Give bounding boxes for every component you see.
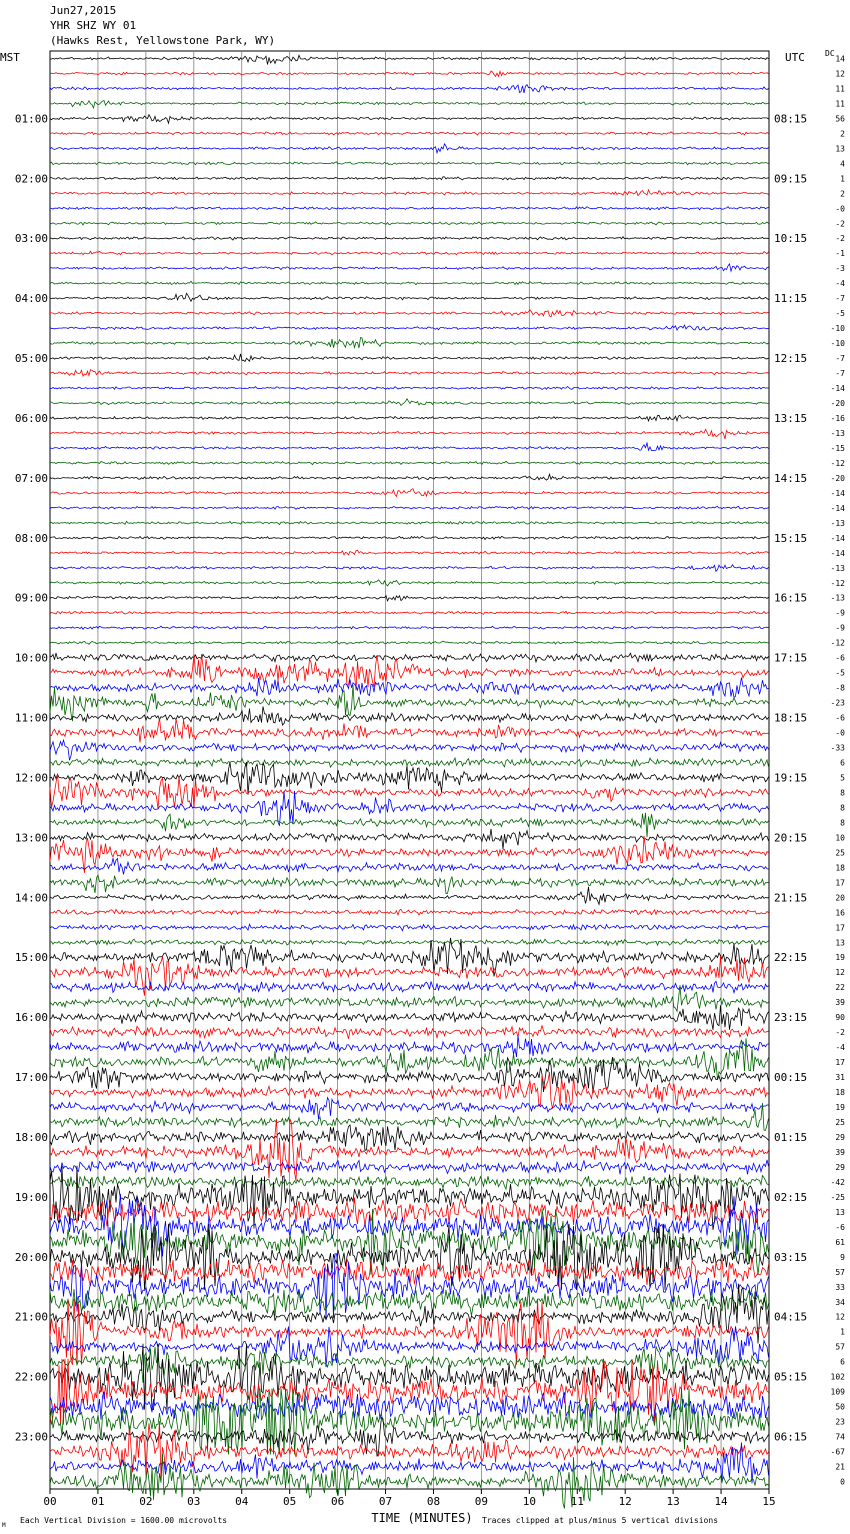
seismic-trace: [50, 981, 769, 993]
hour-label-mst: 15:00: [14, 951, 48, 965]
seismic-trace: [50, 1026, 769, 1039]
seismic-trace: [50, 1038, 769, 1080]
dc-offset-label: -10: [830, 324, 845, 334]
seismic-trace: [50, 207, 769, 210]
dc-offset-label: -42: [830, 1177, 845, 1187]
seismic-trace: [50, 429, 769, 439]
seismic-trace: [50, 611, 769, 614]
x-tick-label: 02: [139, 1495, 153, 1508]
dc-offset-label: 13: [835, 144, 845, 154]
dc-offset-label: -8: [835, 683, 845, 693]
dc-header-label: DC: [825, 49, 835, 58]
hour-label-mst: 13:00: [14, 831, 48, 845]
dc-offset-label: 29: [835, 1132, 845, 1142]
seismic-trace: [50, 596, 769, 601]
seismic-trace: [50, 813, 769, 837]
hour-label-mst: 02:00: [14, 172, 48, 186]
seismic-trace: [50, 1119, 769, 1181]
x-tick-label: 11: [570, 1495, 584, 1508]
dc-offset-label: -10: [830, 339, 845, 349]
dc-offset-label: 14: [835, 54, 845, 64]
x-tick-label: 00: [43, 1495, 57, 1508]
seismic-trace: [50, 461, 769, 464]
dc-offset-label: 18: [835, 863, 845, 873]
hour-label-mst: 05:00: [14, 352, 48, 366]
dc-offset-label: 22: [835, 983, 845, 993]
seismic-trace: [50, 1284, 769, 1344]
x-tick-label: 03: [187, 1495, 201, 1508]
hour-label-utc: 06:15: [774, 1430, 808, 1444]
dc-offset-label: -16: [830, 413, 845, 423]
hour-label-utc: 17:15: [774, 651, 808, 665]
dc-offset-label: 56: [835, 114, 845, 124]
seismic-trace: [50, 415, 769, 421]
hour-label-utc: 01:15: [774, 1130, 808, 1144]
dc-offset-label: -13: [830, 593, 845, 603]
dc-offset-label: 21: [835, 1462, 845, 1472]
dc-offset-label: 34: [835, 1297, 845, 1307]
seismic-trace: [50, 1057, 769, 1093]
seismic-trace: [50, 85, 769, 93]
seismic-trace: [50, 222, 769, 225]
seismic-trace: [50, 354, 769, 362]
dc-offset-label: 39: [835, 998, 845, 1008]
hour-label-utc: 16:15: [774, 591, 808, 605]
dc-offset-label: 12: [835, 968, 845, 978]
hour-label-utc: 18:15: [774, 711, 808, 725]
hour-label-utc: 02:15: [774, 1190, 808, 1204]
seismic-trace: [50, 489, 769, 497]
dc-offset-label: 90: [835, 1013, 845, 1023]
dc-offset-label: 13: [835, 1207, 845, 1217]
dc-offset-label: 12: [835, 1312, 845, 1322]
dc-offset-label: 50: [835, 1402, 845, 1412]
dc-offset-label: -67: [830, 1447, 845, 1457]
seismic-trace: [50, 924, 769, 931]
hour-label-mst: 20:00: [14, 1250, 48, 1264]
hour-label-mst: 22:00: [14, 1370, 48, 1384]
seismic-trace: [50, 162, 769, 165]
dc-offset-label: 6: [840, 758, 845, 768]
dc-offset-label: -13: [830, 518, 845, 528]
dc-offset-label: -14: [830, 488, 845, 498]
x-tick-label: 06: [330, 1495, 345, 1508]
dc-offset-label: 13: [835, 938, 845, 948]
seismic-trace: [50, 521, 769, 524]
dc-offset-label: 31: [835, 1073, 845, 1083]
dc-offset-label: -0: [835, 728, 845, 738]
seismic-trace: [50, 939, 769, 945]
dc-offset-label: -7: [835, 354, 845, 364]
dc-offset-label: -5: [835, 668, 845, 678]
dc-offset-label: 17: [835, 1058, 845, 1068]
hour-label-mst: 08:00: [14, 531, 48, 545]
right-timezone-label: UTC: [785, 51, 805, 64]
hour-label-utc: 15:15: [774, 531, 808, 545]
dc-offset-label: 6: [840, 1357, 845, 1367]
hour-label-utc: 09:15: [774, 172, 808, 186]
dc-offset-label: -3: [835, 264, 845, 274]
dc-offset-label: -9: [835, 623, 845, 633]
dc-offset-label: -14: [830, 503, 845, 513]
seismic-trace: [50, 909, 769, 915]
dc-offset-label: -15: [830, 443, 845, 453]
dc-offset-label: -12: [830, 638, 845, 648]
dc-offset-label: 17: [835, 923, 845, 933]
dc-offset-label: 61: [835, 1237, 845, 1247]
dc-offset-label: -0: [835, 204, 845, 214]
hour-label-utc: 21:15: [774, 891, 808, 905]
seismic-trace: [50, 706, 769, 725]
hour-label-utc: 10:15: [774, 232, 808, 246]
hour-label-utc: 19:15: [774, 771, 808, 785]
hour-label-utc: 03:15: [774, 1250, 808, 1264]
dc-offset-label: -9: [835, 608, 845, 618]
seismic-trace: [50, 678, 769, 698]
seismic-trace: [50, 565, 769, 572]
dc-offset-label: 12: [835, 69, 845, 79]
dc-offset-label: 33: [835, 1282, 845, 1292]
seismic-trace: [50, 1098, 769, 1119]
seismic-trace: [50, 740, 769, 760]
hour-label-mst: 21:00: [14, 1310, 48, 1324]
x-axis-label: TIME (MINUTES): [371, 1511, 473, 1525]
seismic-trace: [50, 580, 769, 586]
hour-label-utc: 05:15: [774, 1370, 808, 1384]
dc-offset-label: -2: [835, 1028, 845, 1038]
seismic-trace: [50, 338, 769, 349]
dc-offset-label: 74: [835, 1432, 845, 1442]
dc-offset-label: 8: [840, 788, 845, 798]
dc-offset-label: 4: [840, 159, 845, 169]
dc-offset-label: 11: [835, 84, 845, 94]
hour-label-mst: 09:00: [14, 591, 48, 605]
seismic-trace: [50, 293, 769, 301]
seismic-trace: [50, 310, 769, 317]
dc-offset-label: -14: [830, 548, 845, 558]
seismic-trace: [50, 71, 769, 76]
hour-label-utc: 22:15: [774, 951, 808, 965]
seismic-trace: [50, 1166, 769, 1230]
seismic-trace: [50, 654, 769, 690]
seismic-trace: [50, 1005, 769, 1030]
x-tick-label: 04: [235, 1495, 249, 1508]
x-tick-label: 15: [762, 1495, 776, 1508]
hour-label-mst: 17:00: [14, 1071, 48, 1085]
dc-offset-label: -4: [835, 1043, 845, 1053]
seismic-trace: [50, 641, 769, 644]
seismic-trace: [50, 758, 769, 767]
dc-offset-label: -4: [835, 279, 845, 289]
hour-label-utc: 00:15: [774, 1071, 808, 1085]
seismic-trace: [50, 144, 769, 153]
seismic-trace: [50, 115, 769, 124]
hour-label-mst: 07:00: [14, 471, 48, 485]
dc-offset-label: 19: [835, 953, 845, 963]
seismic-trace: [50, 506, 769, 509]
dc-offset-label: -20: [830, 473, 845, 483]
hour-label-utc: 14:15: [774, 471, 808, 485]
dc-offset-label: 11: [835, 99, 845, 109]
dc-offset-label: 5: [840, 773, 845, 783]
seismic-trace: [50, 858, 769, 874]
dc-offset-label: -20: [830, 399, 845, 409]
chart-station: YHR SHZ WY 01: [50, 19, 137, 32]
seismic-trace: [50, 399, 769, 406]
seismic-trace: [50, 190, 769, 196]
dc-offset-label: 57: [835, 1267, 845, 1277]
dc-offset-label: 25: [835, 1118, 845, 1128]
dc-offset-label: 8: [840, 818, 845, 828]
seismic-trace: [50, 536, 769, 539]
seismic-trace: [50, 1160, 769, 1174]
left-timezone-label: MST: [0, 51, 20, 64]
x-tick-label: 07: [378, 1495, 393, 1508]
seismic-trace: [50, 237, 769, 240]
hour-label-mst: 03:00: [14, 232, 48, 246]
seismic-trace: [50, 653, 769, 662]
dc-offset-label: -13: [830, 563, 845, 573]
dc-offset-label: 18: [835, 1088, 845, 1098]
hour-label-mst: 01:00: [14, 112, 48, 126]
dc-offset-label: -5: [835, 309, 845, 319]
x-tick-label: 09: [474, 1495, 489, 1508]
seismic-trace: [50, 177, 769, 180]
dc-offset-label: -6: [835, 1222, 845, 1232]
seismic-trace: [50, 1288, 769, 1317]
hour-label-mst: 16:00: [14, 1011, 48, 1025]
seismic-trace: [50, 101, 769, 109]
dc-offset-label: -6: [835, 653, 845, 663]
hour-label-utc: 23:15: [774, 1011, 808, 1025]
dc-offset-label: 1: [840, 1327, 845, 1337]
dc-offset-label: 25: [835, 848, 845, 858]
seismic-trace: [50, 1443, 769, 1484]
dc-offset-label: 2: [840, 189, 845, 199]
dc-offset-label: 8: [840, 803, 845, 813]
seismic-trace: [50, 370, 769, 376]
dc-offset-label: 23: [835, 1417, 845, 1427]
hour-label-mst: 14:00: [14, 891, 48, 905]
hour-label-mst: 23:00: [14, 1430, 48, 1444]
dc-offset-label: -7: [835, 369, 845, 379]
dc-offset-label: -33: [830, 743, 845, 753]
clip-note: Traces clipped at plus/minus 5 vertical divisions: [482, 1516, 719, 1525]
dc-offset-label: 109: [830, 1387, 845, 1397]
dc-offset-label: 10: [835, 833, 845, 843]
hour-label-mst: 11:00: [14, 711, 48, 725]
dc-offset-label: 57: [835, 1342, 845, 1352]
dc-offset-label: -23: [830, 698, 845, 708]
dc-offset-label: -12: [830, 578, 845, 588]
x-tick-label: 14: [714, 1495, 728, 1508]
dc-offset-label: 2: [840, 129, 845, 139]
seismic-trace: [50, 887, 769, 905]
seismic-trace: [50, 1103, 769, 1131]
dc-offset-label: 17: [835, 878, 845, 888]
hour-label-utc: 08:15: [774, 112, 808, 126]
seismic-trace: [50, 829, 769, 849]
hour-label-mst: 18:00: [14, 1130, 48, 1144]
hour-label-utc: 20:15: [774, 831, 808, 845]
seismic-trace: [50, 718, 769, 743]
dc-offset-label: -14: [830, 533, 845, 543]
seismic-trace: [50, 550, 769, 555]
x-tick-label: 08: [426, 1495, 441, 1508]
dc-offset-label: -6: [835, 713, 845, 723]
seismic-trace: [50, 325, 769, 330]
seismic-trace: [50, 626, 769, 629]
seismic-trace: [50, 264, 769, 271]
hour-label-mst: 19:00: [14, 1190, 48, 1204]
dc-offset-label: -2: [835, 219, 845, 229]
hour-label-utc: 04:15: [774, 1310, 808, 1324]
dc-offset-label: 1: [840, 174, 845, 184]
dc-offset-label: 19: [835, 1103, 845, 1113]
chart-date: Jun27,2015: [50, 4, 117, 17]
seismic-trace: [50, 281, 769, 285]
x-tick-label: 12: [618, 1495, 632, 1508]
hour-label-utc: 13:15: [774, 411, 808, 425]
dc-offset-label: -12: [830, 458, 845, 468]
plot-frame: [50, 51, 769, 1489]
dc-offset-label: -14: [830, 384, 845, 394]
hour-label-mst: 04:00: [14, 292, 48, 306]
dc-offset-label: 16: [835, 908, 845, 918]
seismic-trace: [50, 474, 769, 480]
seismic-trace: [50, 1036, 769, 1057]
dc-offset-label: 102: [830, 1372, 845, 1382]
dc-offset-label: -25: [830, 1192, 845, 1202]
hour-label-mst: 12:00: [14, 771, 48, 785]
chart-location: (Hawks Rest, Yellowstone Park, WY): [50, 34, 276, 47]
x-tick-label: 13: [666, 1495, 680, 1508]
seismic-trace: [50, 1125, 769, 1150]
seismic-trace: [50, 1421, 769, 1478]
seismic-trace: [50, 443, 769, 451]
seismic-trace: [50, 55, 769, 64]
dc-offset-label: 0: [840, 1477, 845, 1487]
dc-offset-label: 9: [840, 1252, 845, 1262]
x-tick-label: 10: [522, 1495, 536, 1508]
seismic-trace: [50, 1454, 769, 1509]
hour-label-utc: 12:15: [774, 352, 808, 366]
hour-label-utc: 11:15: [774, 292, 808, 306]
dc-offset-label: 39: [835, 1147, 845, 1157]
x-tick-label: 05: [283, 1495, 297, 1508]
hour-label-mst: 06:00: [14, 411, 48, 425]
dc-offset-label: 29: [835, 1162, 845, 1172]
seismic-trace: [50, 387, 769, 390]
dc-offset-label: -2: [835, 234, 845, 244]
seismic-trace: [50, 1392, 769, 1421]
seismic-trace: [50, 875, 769, 894]
x-tick-label: 01: [91, 1495, 105, 1508]
dc-offset-label: 20: [835, 893, 845, 903]
seismic-trace: [50, 251, 769, 254]
corner-mark: M: [2, 1522, 6, 1529]
hour-label-mst: 10:00: [14, 651, 48, 665]
dc-offset-label: -1: [835, 249, 845, 259]
dc-offset-label: -13: [830, 428, 845, 438]
scale-note: Each Vertical Division = 1600.00 microvolts: [20, 1516, 228, 1525]
seismic-trace: [50, 132, 769, 135]
dc-offset-label: -7: [835, 294, 845, 304]
